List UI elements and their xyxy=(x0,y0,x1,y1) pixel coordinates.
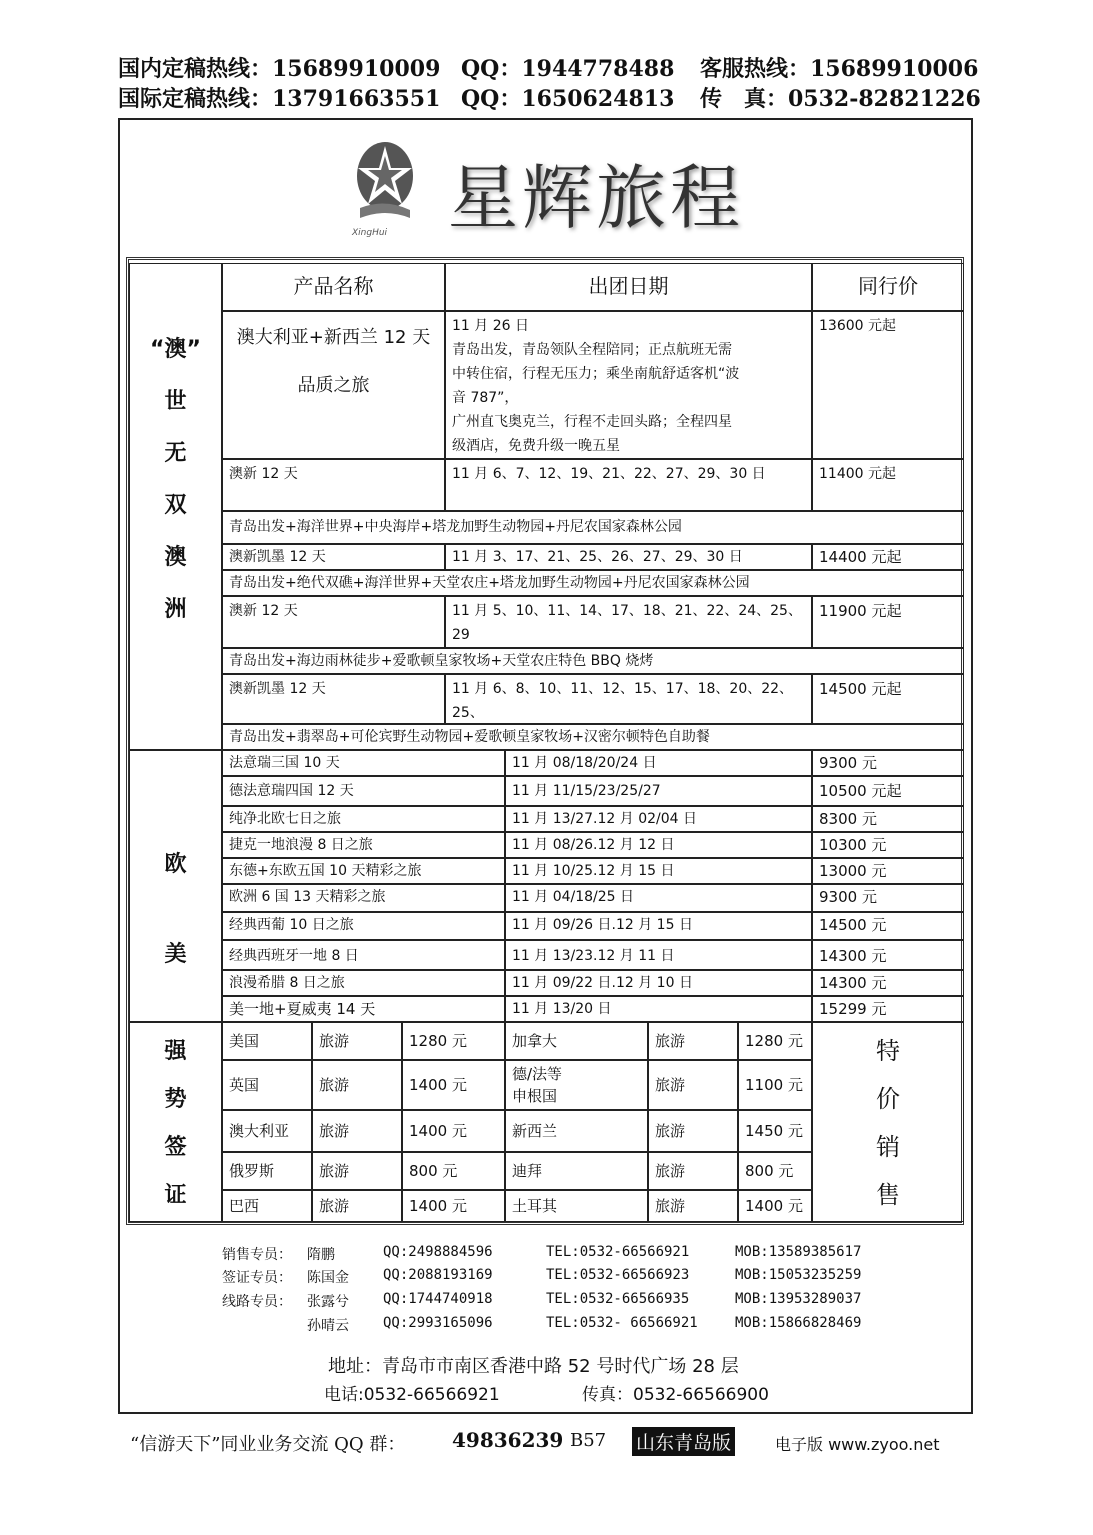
header-date: 出团日期 xyxy=(445,263,812,311)
domestic-hotline: 国内定稿热线：15689910009 xyxy=(118,56,441,82)
visa-type: 旅游 xyxy=(648,1190,738,1222)
contact-qq: QQ:2498884596 xyxy=(383,1244,493,1260)
contact-mob: MOB:13589385617 xyxy=(735,1244,862,1260)
contact-mob: MOB:15866828469 xyxy=(735,1315,862,1331)
eu-row-date: 11 月 13/23.12 月 11 日 xyxy=(505,940,812,970)
eu-row-product: 经典西葡 10 日之旅 xyxy=(222,912,505,940)
aus-row5-dates: 11 月 6、8、10、11、12、15、17、18、20、22、25、 xyxy=(445,674,812,724)
eu-row-date: 11 月 09/22 日.12 月 10 日 xyxy=(505,970,812,996)
visa-title: 强 势 签 证 xyxy=(164,1039,187,1208)
aus-row3-product: 澳新凯墨 12 天 xyxy=(222,544,445,570)
visa-country: 新西兰 xyxy=(505,1110,648,1152)
brand-caption: XingHui xyxy=(352,228,388,238)
contact-qq: QQ:2088193169 xyxy=(383,1267,493,1283)
visa-country: 俄罗斯 xyxy=(222,1152,312,1190)
contact-tel: TEL:0532-66566935 xyxy=(546,1291,690,1307)
aus-row2-route: 青岛出发+海洋世界+中央海岸+塔龙加野生动物园+丹尼农国家森林公园 xyxy=(222,511,964,544)
visa-price: 1280 元 xyxy=(402,1022,505,1060)
aus-row3-route: 青岛出发+绝代双礁+海洋世界+天堂农庄+塔龙加野生动物园+丹尼农国家森林公园 xyxy=(222,570,964,596)
aus-row5-price: 14500 元起 xyxy=(812,674,964,724)
header-product: 产品名称 xyxy=(222,263,445,311)
visa-country: 巴西 xyxy=(222,1190,312,1222)
visa-country: 德/法等 申根国 xyxy=(505,1060,648,1110)
eu-row-product: 法意瑞三国 10 天 xyxy=(222,750,505,776)
visa-country: 英国 xyxy=(222,1060,312,1110)
visa-type: 旅游 xyxy=(648,1022,738,1060)
eu-row-product: 欧洲 6 国 13 天精彩之旅 xyxy=(222,884,505,912)
visa-price: 800 元 xyxy=(402,1152,505,1190)
eu-row-price: 14300 元 xyxy=(812,940,964,970)
footer-site: 电子版 www.zyoo.net xyxy=(775,1435,940,1454)
aus-row2-product: 澳新 12 天 xyxy=(222,459,445,511)
eu-row-price: 14500 元 xyxy=(812,912,964,940)
visa-price: 1280 元 xyxy=(738,1022,812,1060)
contact-tel: TEL:0532-66566921 xyxy=(546,1244,690,1260)
eu-row-date: 11 月 13/27.12 月 02/04 日 xyxy=(505,806,812,832)
visa-type: 旅游 xyxy=(312,1152,402,1190)
visa-price: 1100 元 xyxy=(738,1060,812,1110)
visa-country: 澳大利亚 xyxy=(222,1110,312,1152)
eu-row-product: 德法意瑞四国 12 天 xyxy=(222,776,505,806)
visa-country: 美国 xyxy=(222,1022,312,1060)
visa-type: 旅游 xyxy=(648,1110,738,1152)
eu-row-price: 15299 元 xyxy=(812,996,964,1022)
visa-country: 加拿大 xyxy=(505,1022,648,1060)
footer-qq-group: 49836239 xyxy=(452,1428,564,1452)
eu-row-date: 11 月 08/26.12 月 12 日 xyxy=(505,832,812,858)
eu-row-date: 11 月 13/20 日 xyxy=(505,996,812,1022)
international-qq: QQ：1650624813 xyxy=(461,86,675,112)
eu-row-date: 11 月 09/26 日.12 月 15 日 xyxy=(505,912,812,940)
eu-row-product: 捷克一地浪漫 8 日之旅 xyxy=(222,832,505,858)
aus-row1-price: 13600 元起 xyxy=(812,311,964,459)
visa-type: 旅游 xyxy=(312,1190,402,1222)
international-hotline: 国际定稿热线：13791663551 xyxy=(118,86,441,112)
visa-type: 旅游 xyxy=(648,1060,738,1110)
contact-role: 线路专员： xyxy=(222,1294,292,1310)
eu-row-price: 10500 元起 xyxy=(812,776,964,806)
star-logo-icon xyxy=(354,138,416,228)
aus-row5-product: 澳新凯墨 12 天 xyxy=(222,674,445,724)
contact-role: 签证专员： xyxy=(222,1270,292,1286)
aus-row4-route: 青岛出发+海边雨林徒步+爱歌顿皇家牧场+天堂农庄特色 BBQ 烧烤 xyxy=(222,648,964,674)
visa-type: 旅游 xyxy=(648,1152,738,1190)
eu-row-product: 纯净北欧七日之旅 xyxy=(222,806,505,832)
eu-row-price: 14300 元 xyxy=(812,970,964,996)
eu-row-price: 13000 元 xyxy=(812,858,964,884)
contact-mob: MOB:13953289037 xyxy=(735,1291,862,1307)
contact-tel: TEL:0532- 66566921 xyxy=(546,1315,698,1331)
contact-name: 隋鹏 xyxy=(307,1247,335,1263)
visa-price: 1400 元 xyxy=(402,1190,505,1222)
contact-mob: MOB:15053235259 xyxy=(735,1267,862,1283)
australia-title: “澳” 世 无 双 澳 洲 xyxy=(150,337,201,622)
visa-price: 1450 元 xyxy=(738,1110,812,1152)
visa-type: 旅游 xyxy=(312,1110,402,1152)
service-hotline: 客服热线：15689910006 xyxy=(700,56,979,82)
visa-country: 迪拜 xyxy=(505,1152,648,1190)
domestic-qq: QQ：1944778488 xyxy=(461,56,675,82)
footer-page: B57 xyxy=(570,1430,607,1451)
contact-role: 销售专员： xyxy=(222,1247,292,1263)
visa-type: 旅游 xyxy=(312,1060,402,1110)
visa-type: 旅游 xyxy=(312,1022,402,1060)
brand-name: 星辉旅程 xyxy=(448,157,744,239)
visa-price: 1400 元 xyxy=(402,1110,505,1152)
footer-edition: 山东青岛版 xyxy=(632,1427,735,1456)
contact-name: 陈国金 xyxy=(307,1270,349,1286)
eu-row-product: 经典西班牙一地 8 日 xyxy=(222,940,505,970)
tour-price-table xyxy=(126,257,964,1225)
eu-row-date: 11 月 04/18/25 日 xyxy=(505,884,812,912)
special-sale: 特 价 销 售 xyxy=(812,1022,964,1222)
aus-row1-product: 澳大利亚+新西兰 12 天品质之旅 xyxy=(222,311,445,459)
aus-row3-price: 14400 元起 xyxy=(812,544,964,570)
fax-line: 传 真：0532-82821226 xyxy=(700,86,981,112)
visa-country: 土耳其 xyxy=(505,1190,648,1222)
europe-title: 欧 美 xyxy=(164,852,187,967)
aus-row2-dates: 11 月 6、7、12、19、21、22、27、29、30 日 xyxy=(445,459,812,511)
aus-row4-dates: 11 月 5、10、11、14、17、18、21、22、24、25、29 xyxy=(445,596,812,648)
brand-logo xyxy=(230,128,830,248)
header-price: 同行价 xyxy=(812,263,964,311)
eu-row-product: 美一地+夏威夷 14 天 xyxy=(222,996,505,1022)
eu-row-price: 8300 元 xyxy=(812,806,964,832)
eu-row-date: 11 月 08/18/20/24 日 xyxy=(505,750,812,776)
aus-row5-route: 青岛出发+翡翠岛+可伦宾野生动物园+爱歌顿皇家牧场+汉密尔顿特色自助餐 xyxy=(222,724,964,750)
office-fax: 传真：0532-66566900 xyxy=(582,1385,769,1405)
eu-row-price: 9300 元 xyxy=(812,750,964,776)
contact-name: 孙晴云 xyxy=(307,1318,349,1334)
eu-row-date: 11 月 10/25.12 月 15 日 xyxy=(505,858,812,884)
contact-qq: QQ:2993165096 xyxy=(383,1315,493,1331)
aus-row4-product: 澳新 12 天 xyxy=(222,596,445,648)
eu-row-date: 11 月 11/15/23/25/27 xyxy=(505,776,812,806)
visa-price: 1400 元 xyxy=(402,1060,505,1110)
footer-slogan: “信游天下”同业业务交流 QQ 群： xyxy=(130,1434,406,1455)
visa-price: 1400 元 xyxy=(738,1190,812,1222)
eu-row-product: 浪漫希腊 8 日之旅 xyxy=(222,970,505,996)
office-phone: 电话:0532-66566921 xyxy=(324,1385,500,1405)
contact-name: 张露兮 xyxy=(307,1294,349,1310)
contact-qq: QQ:1744740918 xyxy=(383,1291,493,1307)
address: 地址：青岛市市南区香港中路 52 号时代广场 28 层 xyxy=(328,1356,739,1377)
aus-row3-dates: 11 月 3、17、21、25、26、27、29、30 日 xyxy=(445,544,812,570)
contact-tel: TEL:0532-66566923 xyxy=(546,1267,690,1283)
aus-row4-price: 11900 元起 xyxy=(812,596,964,648)
eu-row-product: 东德+东欧五国 10 天精彩之旅 xyxy=(222,858,505,884)
aus-row1-dates: 11 月 26 日 青岛出发，青岛领队全程陪同；正点航班无需 中转住宿，行程无压力；乘坐南航舒适客机“波 音 787”， 广州直飞奥克兰，行程不走回头路；全程四星 级酒店，免费升级一晚五星 xyxy=(445,311,812,459)
visa-price: 800 元 xyxy=(738,1152,812,1190)
aus-row2-price: 11400 元起 xyxy=(812,459,964,511)
eu-row-price: 9300 元 xyxy=(812,884,964,912)
eu-row-price: 10300 元 xyxy=(812,832,964,858)
